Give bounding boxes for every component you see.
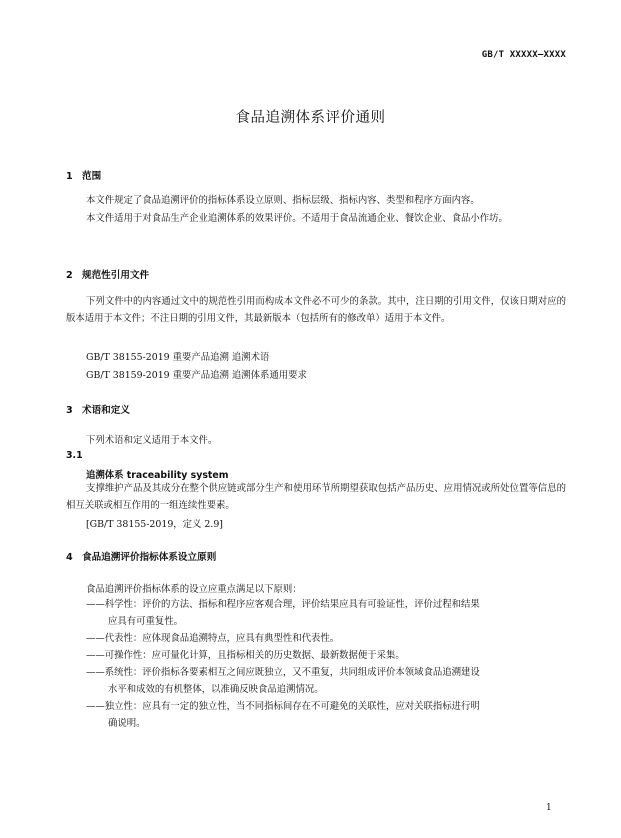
terms-intro: 下列术语和定义适用于本文件。 [86, 435, 218, 446]
principle-item [86, 630, 562, 647]
principle-item [86, 698, 562, 732]
section-title: 术语和定义 [82, 405, 130, 416]
principle-item [86, 664, 562, 698]
section-1-paragraph-1: 本文件规定了食品追溯评价的指标体系设立原则、指标层级、指标内容、类型和程序方面内容。 [86, 195, 480, 206]
section-title: 食品追溯评价指标体系设立原则 [82, 552, 217, 563]
section-4-heading [66, 549, 216, 563]
section-number: 2 [66, 270, 73, 281]
principle-text: ——独立性：应具有一定的独立性，当不同指标间存在不可避免的关联性，应对关联指标进行明 [86, 701, 480, 712]
principle-continuation: 水平和成效的有机整体，以准确反映食品追溯情况。 [108, 684, 324, 695]
principle-text: ——代表性：应体现食品追溯特点，应具有典型性和代表性。 [86, 633, 340, 644]
section-number: 4 [66, 552, 73, 563]
principle-text: ——科学性：评价的方法、指标和程序应客观合理，评价结果应具有可验证性，评价过程和结果 [86, 599, 480, 610]
reference-document-2: GB/T 38159-2019 重要产品追溯 追溯体系通用要求 [86, 370, 307, 381]
section-title: 范围 [82, 171, 102, 182]
section-2-heading [66, 267, 149, 281]
clause-number: 3.1 [66, 450, 83, 461]
section-1-paragraph-2: 本文件适用于对食品生产企业追溯体系的效果评价。不适用于食品流通企业、餐饮企业、食品小作坊。 [86, 213, 508, 224]
principle-continuation: 确说明。 [108, 718, 146, 729]
standard-code: GB/T XXXXX—XXXX [481, 50, 566, 60]
section-number: 1 [66, 171, 73, 182]
definition-source: [GB/T 38155-2019，定义 2.9] [86, 519, 223, 530]
section-2-paragraph: 下列文件中的内容通过文中的规范性引用而构成本文件必不可少的条款。其中，注日期的引用文件，仅该日期对应的版本适用于本文件；不注日期的引用文件，其最新版本（包括所有的修改单）适用于本文件。 [66, 296, 566, 324]
principle-text: ——可操作性：应可量化计算，且指标相关的历史数据、最新数据便于采集。 [86, 650, 405, 661]
section-number: 3 [66, 405, 73, 416]
reference-document-1: GB/T 38155-2019 重要产品追溯 追溯术语 [86, 352, 270, 363]
principle-text: ——系统性：评价指标各要素相互之间应既独立，又不重复，共同组成评价本领域食品追溯建设 [86, 667, 480, 678]
principle-item [86, 596, 562, 630]
principle-continuation: 应具有可重复性。 [108, 616, 184, 627]
term-definition: 支撑维护产品及其成分在整个供应链或部分生产和使用环节所期望获取包括产品历史、应用情况或所处位置等信息的相互关联或相互作用的一组连续性要素。 [66, 483, 566, 511]
section-title: 规范性引用文件 [82, 270, 150, 281]
section-1-heading [66, 168, 101, 182]
page-number: 1 [546, 803, 552, 813]
section-3-heading [66, 402, 130, 416]
document-title: 食品追溯体系评价通则 [235, 110, 386, 126]
term-entry: 追溯体系 traceability system [86, 470, 229, 481]
principles-intro: 食品追溯评价指标体系的设立应重点满足以下原则： [86, 584, 302, 595]
principle-item [86, 647, 562, 664]
